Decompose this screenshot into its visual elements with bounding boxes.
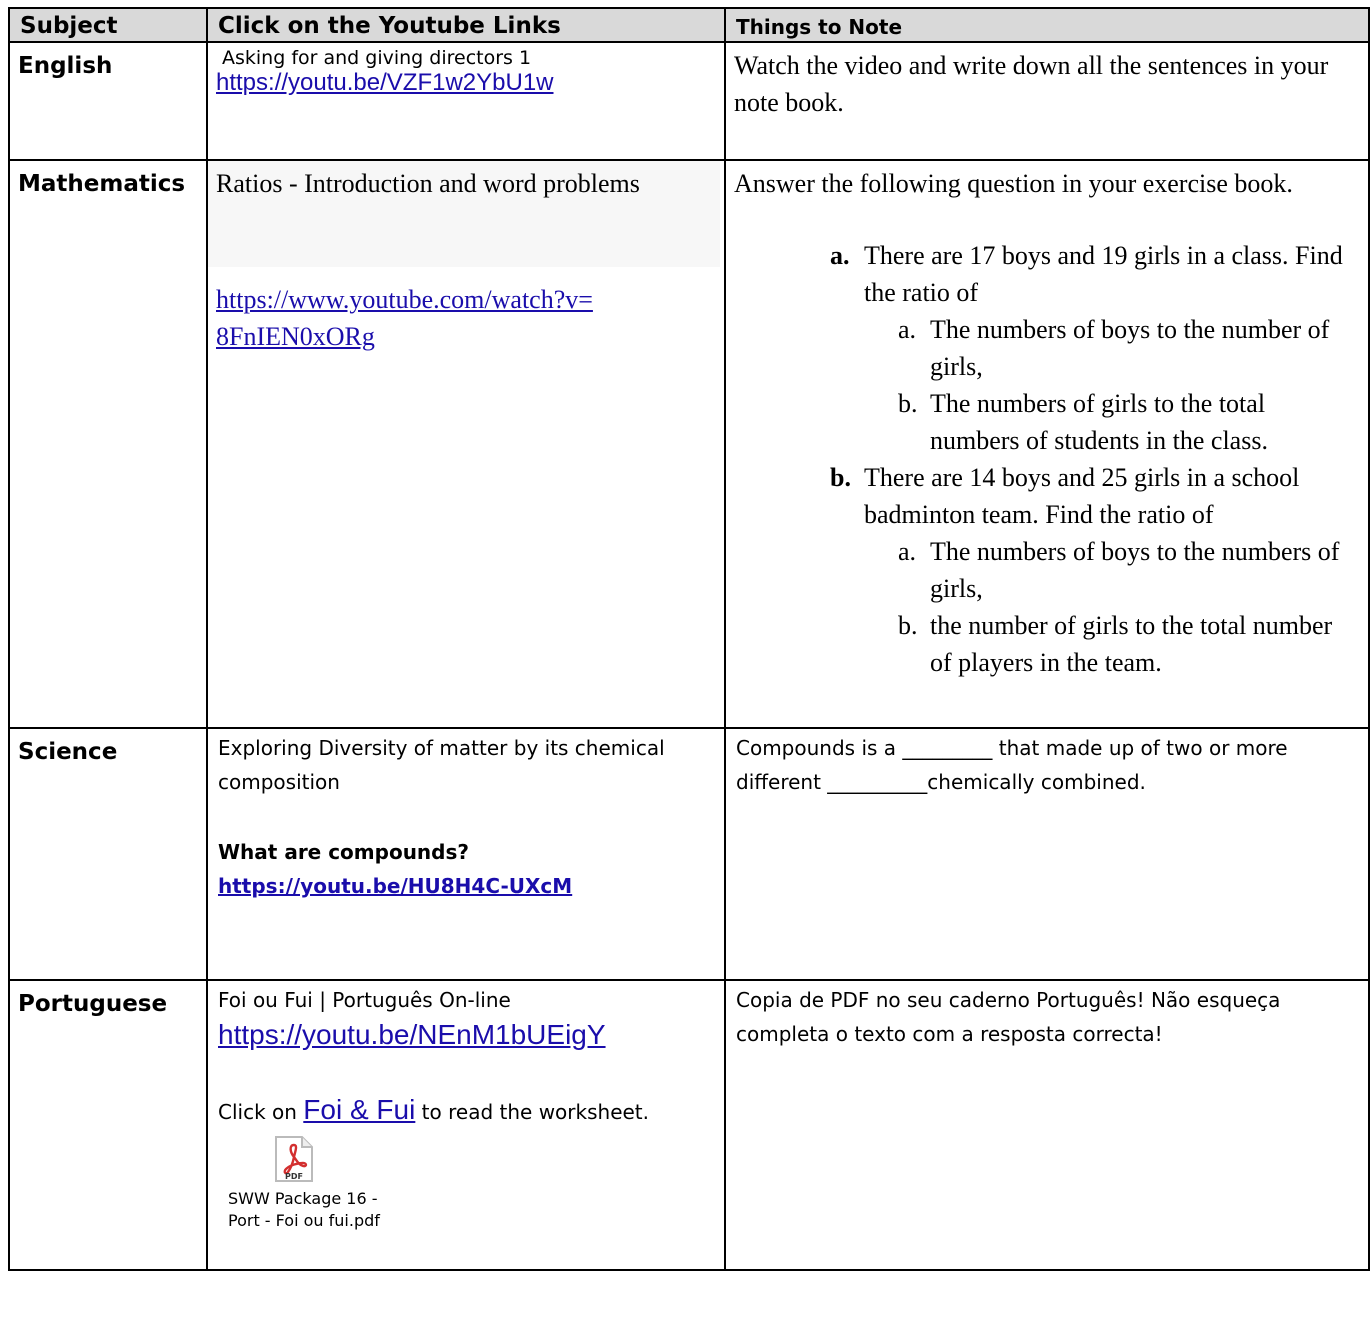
header-notes: Things to Note [736,15,903,39]
math-subject: Mathematics [18,171,186,197]
portuguese-click-instructions [208,1091,724,1129]
question-label: a. [830,241,850,270]
portuguese-subject: Portuguese [18,991,168,1017]
science-note: Compounds is a _________ that made up of two or more different __________chemically combined. [736,736,1288,794]
sub-text: The numbers of boys to the number of girls, [930,315,1330,381]
lesson-table [8,7,1370,1271]
math-questions [726,237,1368,681]
english-row [9,42,1369,160]
portuguese-note: Copia de PDF no seu caderno Português! Não esqueça completa o texto com a resposta correcta! [736,988,1281,1046]
header-subject-cell [9,8,207,42]
question-text: There are 14 boys and 25 girls in a school badminton team. Find the ratio of [864,463,1300,529]
math-question-a-sub-b [734,385,1354,459]
sub-label: b. [898,611,918,640]
sub-text: the number of girls to the total number of players in the team. [930,611,1333,677]
science-subject: Science [18,739,118,765]
header-row [9,8,1369,42]
header-notes-cell [725,8,1369,42]
question-text: There are 17 boys and 19 girls in a class. Find the ratio of [864,241,1343,307]
english-subject-cell [9,42,207,160]
question-label: b. [830,463,851,492]
math-question-b-sub-a [734,533,1354,607]
sub-label: a. [898,537,917,566]
sub-text: The numbers of girls to the total numbers of students in the class. [930,389,1268,455]
english-video-title: Asking for and giving directors 1 [222,47,532,69]
header-subject: Subject [20,13,118,39]
math-subject-cell [9,160,207,728]
sub-text: The numbers of boys to the numbers of girls, [930,537,1340,603]
click-prefix: Click on [218,1100,304,1124]
sub-label: a. [898,315,917,344]
header-links: Click on the Youtube Links [218,13,561,39]
science-row [9,728,1369,980]
pdf-caption-line1[interactable]: SWW Package 16 - [228,1189,378,1208]
pdf-file-icon[interactable] [274,1135,314,1183]
science-subject-cell [9,728,207,980]
portuguese-row [9,980,1369,1270]
pdf-caption-line2[interactable]: Port - Foi ou fui.pdf [228,1211,380,1230]
click-suffix: to read the worksheet. [415,1100,649,1124]
science-youtube-link[interactable]: https://youtu.be/HU8H4C-UXcM [218,874,573,898]
foi-fui-worksheet-link[interactable]: Foi & Fui [303,1094,416,1125]
header-links-cell [207,8,725,42]
pdf-icon-label: PDF [285,1172,303,1181]
english-note: Watch the video and write down all the sentences in your note book. [734,51,1329,117]
math-question-a [734,237,1354,311]
math-notes-cell [725,160,1369,728]
portuguese-youtube-link[interactable]: https://youtu.be/NEnM1bUEigY [218,1019,606,1050]
english-links-cell [207,42,725,160]
portuguese-subject-cell [9,980,207,1270]
math-row [9,160,1369,728]
science-question: What are compounds? [218,840,469,864]
math-link-line1: https://www.youtube.com/watch?v= [216,285,593,314]
math-question-b [734,459,1354,533]
math-youtube-link[interactable] [216,285,593,351]
science-video-title: Exploring Diversity of matter by its chemical composition [218,736,665,794]
pdf-attachment[interactable] [208,1135,724,1188]
math-question-a-sub-a [734,311,1354,385]
math-question-b-sub-b [734,607,1354,681]
science-notes-cell [725,728,1369,980]
sub-label: b. [898,389,918,418]
english-youtube-link[interactable]: https://youtu.be/VZF1w2YbU1w [216,69,554,96]
english-notes-cell [725,42,1369,160]
math-intro: Answer the following question in your exercise book. [734,169,1293,198]
portuguese-links-cell [207,980,725,1270]
math-links-cell [207,160,725,728]
english-subject: English [18,53,113,79]
science-links-cell [207,728,725,980]
math-link-line2: 8FnIEN0xORg [216,322,375,351]
portuguese-notes-cell [725,980,1369,1270]
portuguese-video-title: Foi ou Fui | Português On-line [218,988,511,1012]
math-video-title: Ratios - Introduction and word problems [208,161,720,267]
